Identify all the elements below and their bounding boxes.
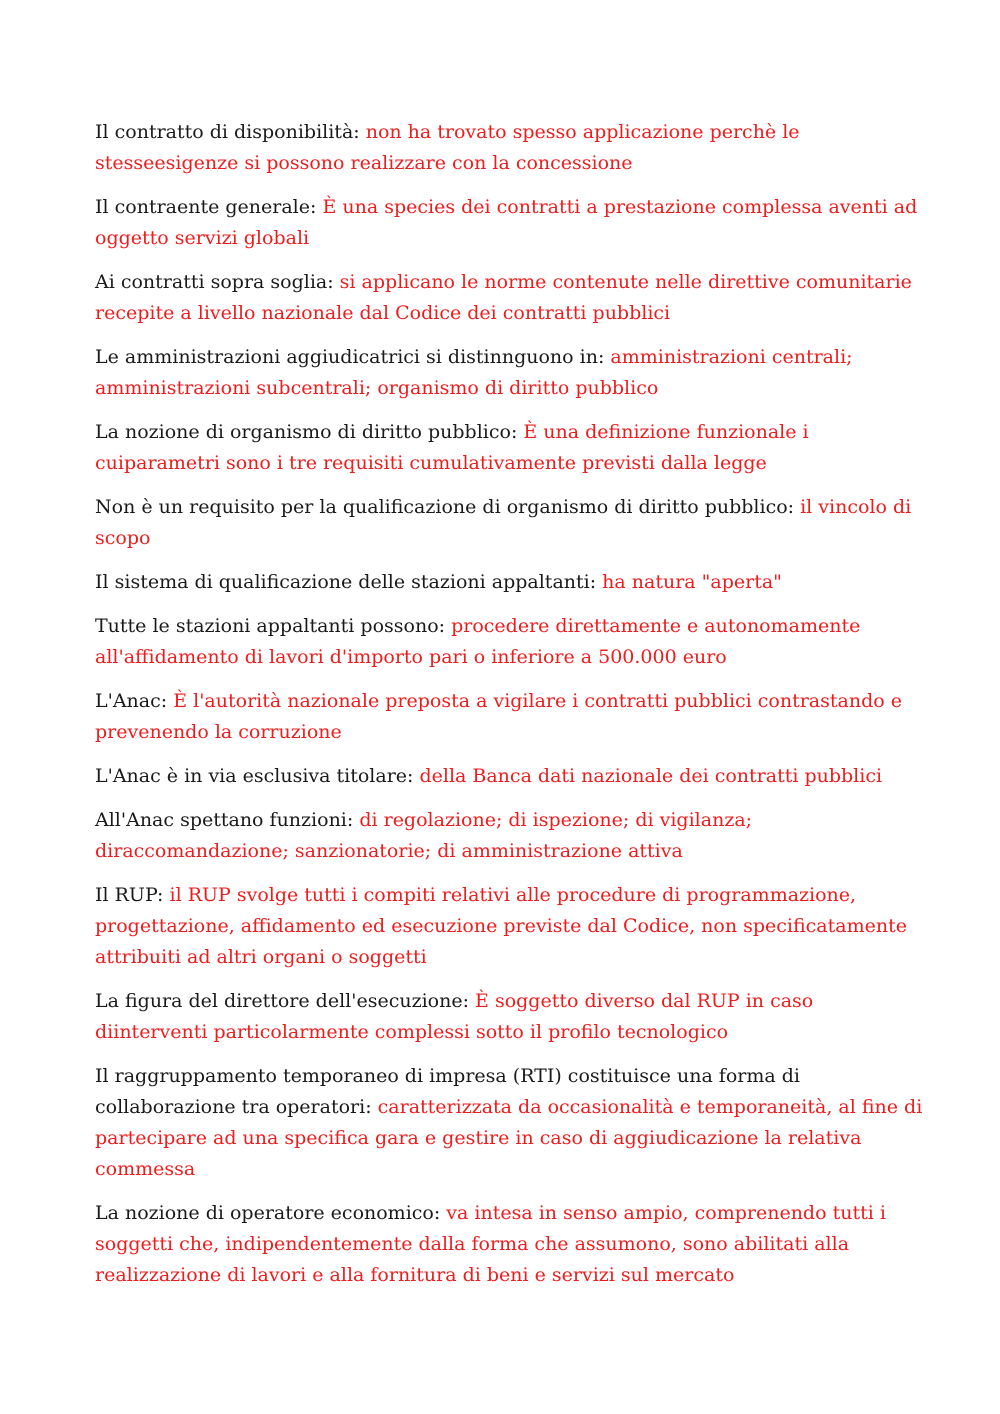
qa-entry [95, 267, 925, 329]
qa-entry [95, 1198, 925, 1291]
qa-entry [95, 192, 925, 254]
qa-entry [95, 417, 925, 479]
question-text: Ai contratti sopra soglia: [95, 271, 340, 293]
answer-text: di regolazione; di ispezione; di vigilanza; diraccomandazione; sanzionatorie; di amministrazione attiva [95, 809, 753, 862]
qa-entry [95, 117, 925, 179]
answer-text: È una definizione funzionale i cuiparametri sono i tre requisiti cumulativamente previsti dalla legge [95, 421, 809, 474]
question-text: Non è un requisito per la qualificazione di organismo di diritto pubblico: [95, 496, 801, 518]
question-text: Tutte le stazioni appaltanti possono: [95, 615, 452, 637]
question-text: La nozione di operatore economico: [95, 1202, 447, 1224]
document-body [95, 117, 925, 1304]
answer-text: si applicano le norme contenute nelle direttive comunitarie recepite a livello nazionale dal Codice dei contratti pubblici [95, 271, 912, 324]
answer-text: È soggetto diverso dal RUP in caso diinterventi particolarmente complessi sotto il profilo tecnologico [95, 990, 814, 1043]
answer-text: ha natura "aperta" [602, 571, 782, 593]
qa-entry [95, 805, 925, 867]
question-text: Il contratto di disponibilità: [95, 121, 366, 143]
question-text: La figura del direttore dell'esecuzione: [95, 990, 476, 1012]
answer-text: procedere direttamente e autonomamente all'affidamento di lavori d'importo pari o inferiore a 500.000 euro [95, 615, 861, 668]
answer-text: non ha trovato spesso applicazione perchè le stesseesigenze si possono realizzare con la concessione [95, 121, 800, 174]
question-text: L'Anac è in via esclusiva titolare: [95, 765, 420, 787]
answer-text: È una species dei contratti a prestazione complessa aventi ad oggetto servizi globali [95, 196, 918, 249]
qa-entry [95, 611, 925, 673]
answer-text: della Banca dati nazionale dei contratti pubblici [419, 765, 883, 787]
question-text: Il RUP: [95, 884, 170, 906]
answer-text: amministrazioni centrali; amministrazioni subcentrali; organismo di diritto pubblico [95, 346, 853, 399]
qa-entry [95, 1061, 925, 1185]
qa-entry [95, 880, 925, 973]
question-text: Il contraente generale: [95, 196, 323, 218]
qa-entry [95, 761, 925, 792]
qa-entry [95, 686, 925, 748]
answer-text: il vincolo di scopo [95, 496, 912, 549]
qa-entry [95, 567, 925, 598]
question-text: L'Anac: [95, 690, 174, 712]
answer-text: il RUP svolge tutti i compiti relativi alle procedure di programmazione, progettazione, affidamento ed esecuzione previste dal Codice, non specificatamente attribuiti ad altri organi o soggetti [95, 884, 907, 968]
question-text: La nozione di organismo di diritto pubblico: [95, 421, 524, 443]
answer-text: caratterizzata da occasionalità e temporaneità, al fine di partecipare ad una specifica gara e gestire in caso di aggiudicazione la relativa commessa [95, 1096, 923, 1180]
answer-text: È l'autorità nazionale preposta a vigilare i contratti pubblici contrastando e prevenendo la corruzione [95, 690, 902, 743]
question-text: Le amministrazioni aggiudicatrici si distinnguono in: [95, 346, 611, 368]
qa-entry [95, 342, 925, 404]
answer-text: va intesa in senso ampio, comprenendo tutti i soggetti che, indipendentemente dalla forma che assumono, sono abilitati alla realizzazione di lavori e alla fornitura di beni e servizi sul mercato [95, 1202, 886, 1286]
qa-entry [95, 986, 925, 1048]
question-text: Il sistema di qualificazione delle stazioni appaltanti: [95, 571, 603, 593]
question-text: All'Anac spettano funzioni: [95, 809, 360, 831]
question-text: Il raggruppamento temporaneo di impresa (RTI) costituisce una forma di collaborazione tra operatori: [95, 1065, 800, 1118]
qa-entry [95, 492, 925, 554]
